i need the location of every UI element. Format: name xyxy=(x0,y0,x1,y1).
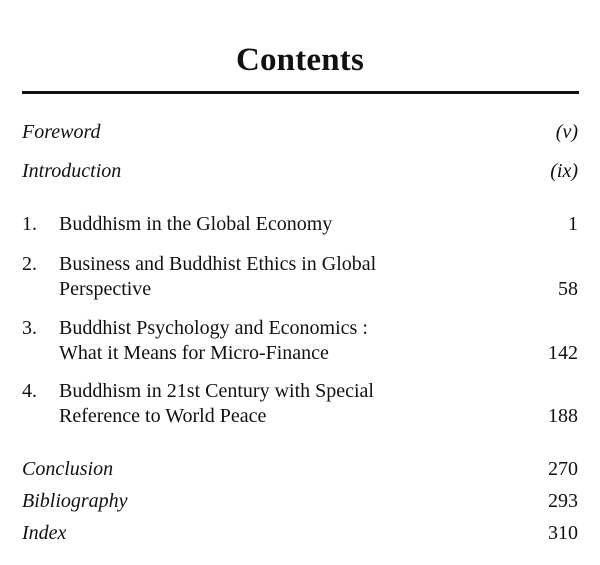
chapter-title-line: Buddhist Psychology and Economics : xyxy=(59,317,368,339)
toc-entry-page: 270 xyxy=(548,458,578,480)
chapter-number: 1. xyxy=(22,213,37,235)
toc-entry-foreword[interactable] xyxy=(22,120,578,145)
toc-entry-page: 310 xyxy=(548,522,578,544)
toc-chapter-4[interactable] xyxy=(22,379,578,429)
chapter-title-line: Buddhism in 21st Century with Special xyxy=(59,380,374,402)
chapter-page: 188 xyxy=(548,405,578,427)
toc-entry-index[interactable] xyxy=(22,521,578,546)
toc-entry-conclusion[interactable] xyxy=(22,457,578,482)
toc-entry-label: Index xyxy=(22,522,67,544)
toc-entry-label: Bibliography xyxy=(22,490,128,512)
chapter-title-line: What it Means for Micro-Finance xyxy=(59,342,329,364)
chapter-number: 4. xyxy=(22,380,37,402)
toc-entry-introduction[interactable] xyxy=(22,159,578,184)
title-rule xyxy=(22,91,579,94)
page-title: Contents xyxy=(235,42,365,78)
chapter-page: 58 xyxy=(558,278,578,300)
toc-chapter-3[interactable] xyxy=(22,316,578,366)
chapter-title-line: Perspective xyxy=(59,278,152,300)
toc-entry-page: (ix) xyxy=(550,160,578,182)
toc-entry-page: (v) xyxy=(555,121,578,143)
toc-chapter-1[interactable] xyxy=(22,212,578,237)
chapter-number: 3. xyxy=(22,317,37,339)
chapter-title-line: Business and Buddhist Ethics in Global xyxy=(59,253,377,275)
chapter-page: 142 xyxy=(548,342,578,364)
chapter-title-line: Buddhism in the Global Economy xyxy=(59,213,333,235)
chapter-page: 1 xyxy=(568,213,578,235)
chapter-title-line: Reference to World Peace xyxy=(59,405,267,427)
toc-entry-label: Introduction xyxy=(22,160,122,182)
toc-entry-label: Conclusion xyxy=(22,458,114,480)
toc-entry-label: Foreword xyxy=(22,121,101,143)
toc-chapter-2[interactable] xyxy=(22,252,578,302)
chapter-number: 2. xyxy=(22,253,37,275)
toc-entry-page: 293 xyxy=(548,490,578,512)
toc-entry-bibliography[interactable] xyxy=(22,489,578,514)
